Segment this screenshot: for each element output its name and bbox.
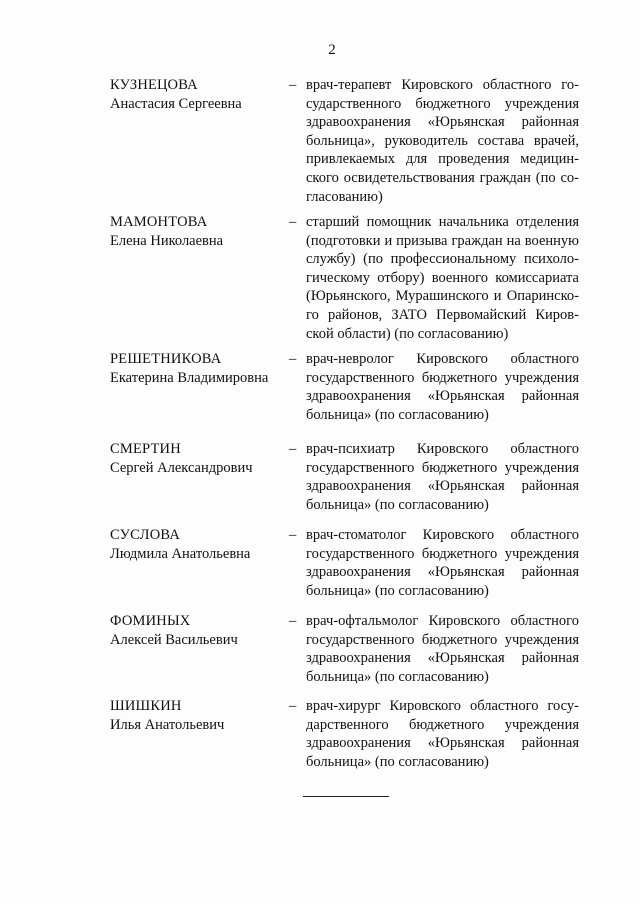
entry-dash: – [289,351,297,367]
end-of-list-divider [303,796,389,797]
member-description: врач-офтальмолог Кировского областного государственного бюджетного учреждения здравоохранения «Юрьянская районная больница» (по согласованию) [306,613,579,685]
member-given-names: Алексей Васильевич [110,631,238,648]
member-surname: ШИШКИН [110,698,182,714]
member-given-names: Илья Анатольевич [110,716,225,733]
entry-dash: – [289,613,297,629]
member-name [110,76,280,113]
member-given-names: Людмила Анатольевна [110,545,251,562]
member-description: врач-психиатр Кировского областного государственного бюджетного учреждения здравоохранения «Юрьянская районная больница» (по согласованию) [306,441,579,513]
member-name [110,612,280,649]
member-given-names: Екатерина Владимировна [110,369,269,386]
page-number: 2 [328,42,336,58]
entry-dash: – [289,441,297,457]
entry-dash: – [289,214,297,230]
member-given-names: Елена Николаевна [110,232,224,249]
member-description: врач-невролог Кировского областного государственного бюджетного учреждения здравоохранения «Юрьянская районная больница» (по согласованию) [306,351,579,423]
member-description: врач-хирург Кировского областного государственного бюджетного учреждения здравоохранения «Юрьянская районная больница» (по согласованию) [306,698,579,770]
entry-dash: – [289,698,297,714]
member-surname: ФОМИНЫХ [110,613,191,629]
entry-dash: – [289,527,297,543]
entry-dash: – [289,77,297,93]
member-surname: СМЕРТИН [110,441,181,457]
member-name [110,213,280,250]
member-given-names: Сергей Александрович [110,459,253,476]
member-surname: КУЗНЕЦОВА [110,77,198,93]
member-given-names: Анастасия Сергеевна [110,95,242,112]
member-surname: СУСЛОВА [110,527,180,543]
member-name [110,526,280,563]
member-name [110,440,280,477]
member-surname: РЕШЕТНИКОВА [110,351,222,367]
member-description: врач-терапевт Кировского областного государственного бюджетного учреждения здравоохранения «Юрьянская районная больница», руководитель состава врачей, привлекаемых для проведения медицинского освидетельствования граждан (по согласованию) [306,77,579,205]
member-description: старший помощник начальника отделения (подготовки и призыва граждан на военную службу) (по профессиональному психологическому отбору) военного комиссариата (Юрьянского, Мурашинского и Опаринского районов, ЗАТО Первомайский Кировской области) (по согласованию) [306,214,579,342]
member-name [110,350,280,387]
member-name [110,697,280,734]
member-description: врач-стоматолог Кировского областного государственного бюджетного учреждения здравоохранения «Юрьянская районная больница» (по согласованию) [306,527,579,599]
member-surname: МАМОНТОВА [110,214,208,230]
